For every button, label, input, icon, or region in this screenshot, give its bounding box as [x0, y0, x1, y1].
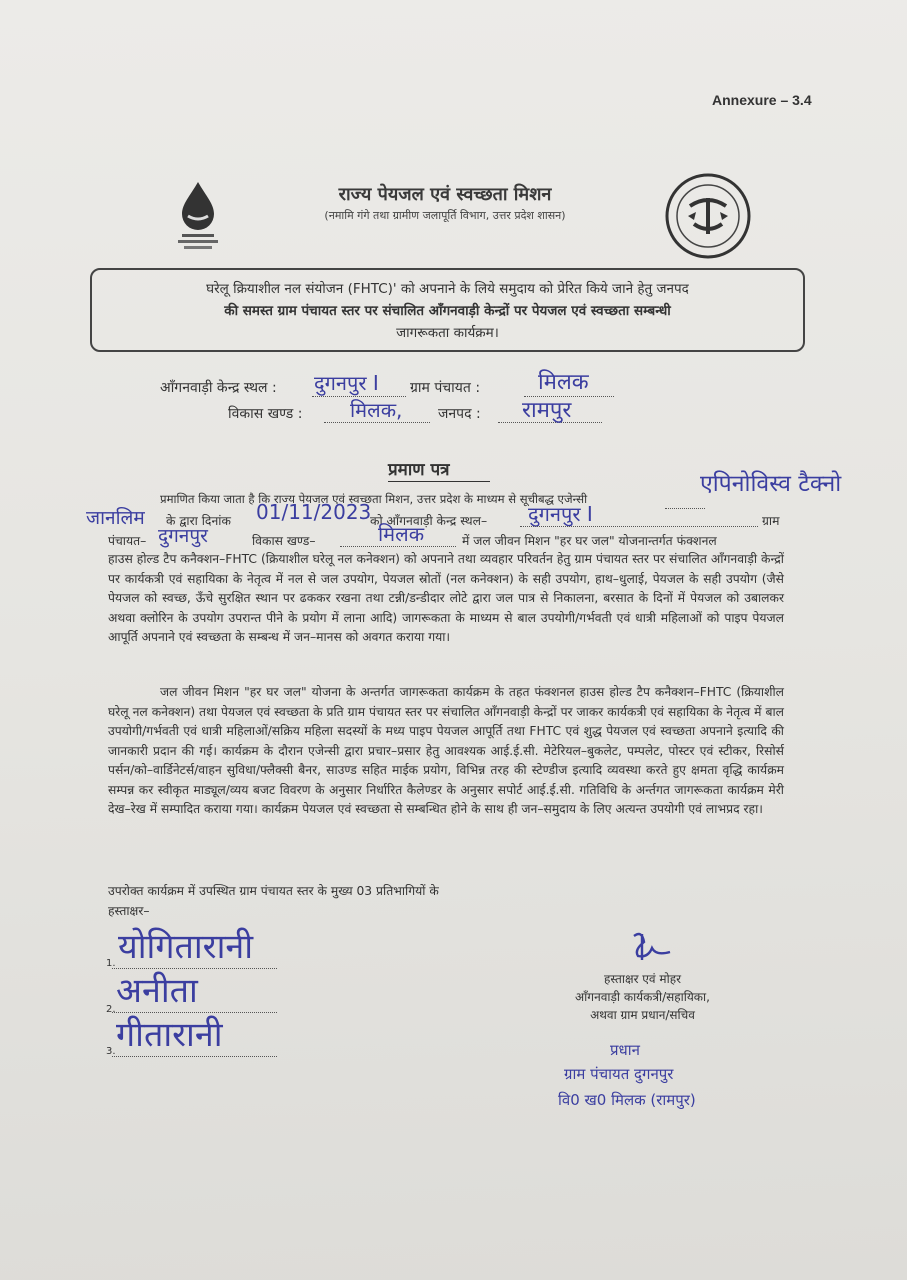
agency-suffix-handwritten: जानलिम	[86, 507, 145, 529]
anganwadi-value: दुगनपुर I	[314, 371, 379, 395]
agency-handwritten: एपिनोविस्व टैक्नो	[700, 471, 842, 497]
certificate-heading: प्रमाण पत्र	[388, 460, 450, 480]
signature-caption	[555, 970, 730, 1024]
para1-body: हाउस होल्ड टैप कनैक्शन–FHTC (क्रियाशील घरेलू नल कनेक्शन) को अपनाने तथा व्यवहार परिवर्तन हेतु ग्राम पंचायत स्तर पर संचालित आँगनवाड़ी केन्द्रों पर कार्यकत्री एवं सहायिका के नेतृत्व में नल से जल उपयोग, पेयजल स्रोतों (नल कनेक्शन) के सही उपयोग, हाथ–धुलाई, पेयजल के सही उपयोग (जैसे पेयजल को स्वच्छ, ऊँचे सुरक्षित स्थान पर ढककर रखना तथा टन्नी/डन्डीदार लोटे द्वारा जल पात्र से निकालना, बरसात के दिनों में पेयजल को उबालकर अथवा क्लोरिन के उपयोग उपरान्त पीने के प्रयोग में लाना आदि) जागरूकता के माध्यम से बाल उपयोगी/गर्भवती एवं धात्री महिलाओं को पाइप पेयजल आपूर्ति अपनाने एवं स्वच्छता के सम्बन्ध में जन–मानस को अवगत कराया गया।	[108, 552, 784, 644]
annexure-label: Annexure – 3.4	[712, 92, 812, 108]
para1-line2a: के द्वारा दिनांक	[166, 514, 231, 528]
gram-panchayat-value: मिलक	[538, 370, 589, 395]
initial-signature	[628, 930, 674, 964]
participant-3-signature: गीतारानी	[116, 1015, 223, 1055]
agency-dotline	[665, 508, 705, 509]
janpad-label: जनपद :	[438, 406, 481, 422]
place-handwritten: दुगनपुर I	[528, 502, 593, 526]
signature-caption-line-1: हस्ताक्षर एवं मोहर	[603, 972, 681, 986]
stamp-line-2: ग्राम पंचायत दुगनपुर	[564, 1065, 674, 1083]
vikas-khand-value: मिलक,	[350, 398, 403, 422]
notice-line-1: घरेलू क्रियाशील नल संयोजन (FHTC)' को अपनाने के लिये समुदाय को प्रेरित किये जाने हेतु जनपद	[206, 281, 689, 297]
block-handwritten: मिलक	[378, 522, 425, 546]
participant-1-number: 1.	[106, 958, 116, 969]
para1-line3b: विकास खण्ड–	[252, 534, 316, 548]
participant-2-number: 2.	[106, 1004, 116, 1015]
panchayat-handwritten: दुगनपुर	[158, 525, 208, 547]
certificate-heading-underline	[388, 481, 490, 482]
anganwadi-label: आँगनवाड़ी केन्द्र स्थल :	[160, 380, 277, 396]
para3-line1: उपरोक्त कार्यक्रम में उपस्थित ग्राम पंचायत स्तर के मुख्य 03 प्रतिभागियों के	[108, 884, 439, 898]
mission-subtitle: (नमामि गंगे तथा ग्रामीण जलापूर्ति विभाग, उत्तर प्रदेश शासन)	[324, 209, 566, 222]
notice-text	[100, 278, 795, 344]
notice-line-2: की समस्त ग्राम पंचायत स्तर पर संचालित आँगनवाड़ी केन्द्रों पर पेयजल एवं स्वच्छता सम्बन्धी	[224, 303, 671, 319]
para3-line2: हस्ताक्षर–	[108, 904, 150, 918]
state-emblem-logo-icon	[664, 172, 752, 260]
signature-caption-line-2: आँगनवाड़ी कार्यकत्री/सहायिका,	[575, 990, 710, 1004]
para1-line2b: को आँगनवाड़ी केन्द्र स्थल–	[370, 514, 488, 528]
place-dotline	[520, 526, 758, 527]
gram-panchayat-label: ग्राम पंचायत :	[410, 380, 481, 396]
para1-line1: प्रमाणित किया जाता है कि राज्य पेयजल एवं स्वच्छता मिशन, उत्तर प्रदेश के माध्यम से सूचीबद्ध एजेन्सी	[160, 492, 588, 506]
janpad-value: रामपुर	[522, 398, 572, 423]
water-drop-logo-icon	[168, 178, 228, 253]
participant-3-line	[112, 1056, 277, 1057]
date-handwritten: 01/11/2023	[256, 500, 372, 524]
para1-line3c: में जल जीवन मिशन "हर घर जल" योजनान्तर्गत फंक्शनल	[462, 534, 717, 548]
participant-3-number: 3.	[106, 1046, 116, 1057]
pradhan-stamp	[550, 1040, 720, 1120]
para2-body: जल जीवन मिशन "हर घर जल" योजना के अन्तर्गत जागरूकता कार्यक्रम के तहत फंक्शनल हाउस होल्ड टैप कनैक्शन–FHTC (क्रियाशील घरेलू नल कनेक्शन) तथा पेयजल एवं स्वच्छता के प्रति ग्राम पंचायत स्तर पर संचालित आँगनवाड़ी केन्द्रों पर जाकर कार्यकत्री एवं सहायिका के नेतृत्व में बाल उपयोगी/गर्भवती एवं धात्री महिलाओं/सक्रिय महिला सदस्यों के मध्य पाइप पेयजल आपूर्ति तथा FHTC एवं शुद्ध पेयजल एवं स्वच्छता अपनाने इत्यादि की जानकारी प्रदान की गई। कार्यक्रम के दौरान एजेन्सी द्वारा प्रचार–प्रसार हेतु आवश्यक आई.ई.सी. मेटेरियल–बुकलेट, पम्पलेट, पोस्टर एवं स्टीकर, रिसोर्स पर्सन/को–वार्डिनेटर्स/वाहन सुविधा/फ्लैक्सी बैनर, साउण्ड सहित माईक प्रयोग, विभिन्न तरह की स्टेण्डीज इत्यादि व्यवस्था करते हुए क्षमता वृद्धि कार्यक्रम सम्पन्न कर स्वीकृत माड्यूल/व्यय बजट विवरण के अनुसार निर्धारित कैलेण्डर के अनुसार सपोर्ट आई.ई.सी. गतिविधि के अर्न्तगत जागरूकता कार्यक्रम मेरी देख–रेख में सम्पादित कराया गया। कार्यक्रम पेयजल एवं स्वच्छता से सम्बन्धित होने के साथ ही जन–समुदाय के लिए अत्यन्त उपयोगी एवं लाभप्रद रहा।	[108, 685, 784, 816]
stamp-line-3: वि0 ख0 मिलक (रामपुर)	[558, 1091, 696, 1109]
signature-caption-line-3: अथवा ग्राम प्रधान/सचिव	[590, 1008, 695, 1022]
participant-1-signature: योगितारानी	[118, 927, 254, 967]
vikas-khand-label: विकास खण्ड :	[228, 406, 303, 422]
block-dotline	[340, 546, 456, 547]
participant-2-signature: अनीता	[116, 971, 198, 1011]
notice-line-3: जागरूकता कार्यक्रम।	[396, 325, 499, 341]
mission-title: राज्य पेयजल एवं स्वच्छता मिशन	[338, 184, 552, 205]
para1-line3a: पंचायत–	[108, 534, 147, 548]
stamp-line-1: प्रधान	[610, 1041, 640, 1059]
para1-line2c: ग्राम	[762, 514, 780, 528]
